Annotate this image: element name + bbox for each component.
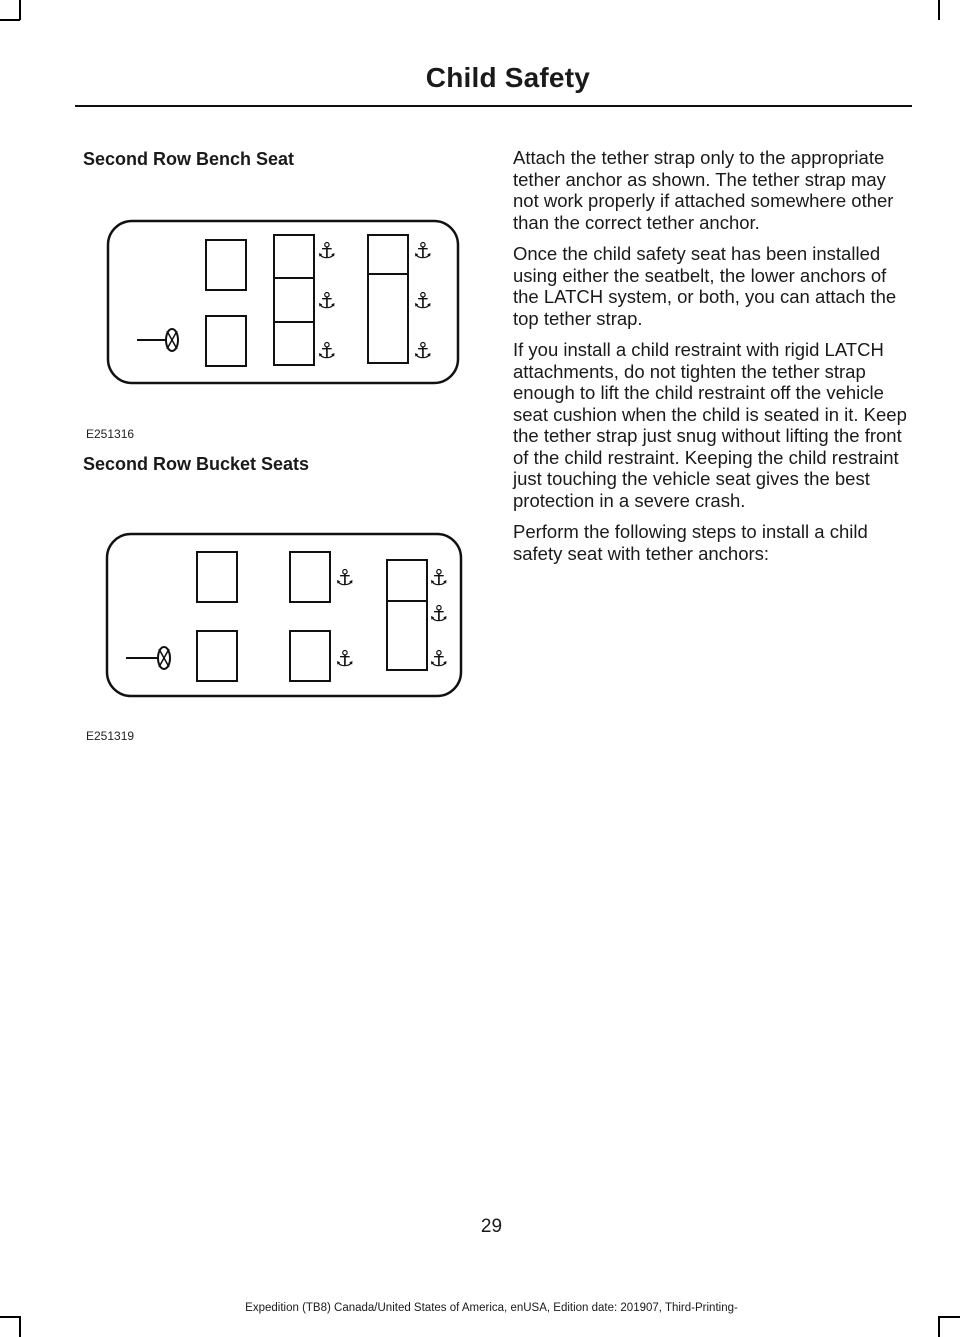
front-seat-passenger	[206, 240, 246, 290]
front-seat-driver	[197, 631, 237, 681]
anchor-icon: ⚓	[429, 602, 449, 627]
crop-mark	[0, 19, 20, 21]
front-seat-driver	[206, 316, 246, 366]
body-paragraph: Once the child safety seat has been installed using either the seatbelt, the lower anchors of the LATCH system, or both, you can attach the top tether strap.	[513, 243, 897, 329]
crop-mark	[0, 1316, 20, 1318]
page-number: 29	[480, 1216, 503, 1237]
bench-seat-heading: Second Row Bench Seat	[83, 149, 295, 169]
front-seat-passenger	[197, 552, 237, 602]
anchor-icon: ⚓	[335, 566, 355, 591]
anchor-icon: ⚓	[413, 289, 433, 314]
second-row-bench	[274, 235, 314, 365]
figure-code: E251316	[86, 427, 135, 441]
anchor-icon: ⚓	[317, 339, 337, 364]
steering-wheel-icon	[137, 329, 178, 351]
header-divider	[75, 105, 912, 107]
third-row-seat	[387, 560, 427, 670]
body-paragraph: Perform the following steps to install a child safety seat with tether anchors:	[513, 521, 868, 564]
body-paragraph: Attach the tether strap only to the appropriate tether anchor as shown. The tether strap may not work properly if attached somewhere other than the correct tether anchor.	[513, 147, 894, 233]
figure-code: E251319	[86, 729, 135, 743]
bucket-seats-diagram	[104, 531, 464, 701]
anchor-icon: ⚓	[429, 647, 449, 672]
crop-mark	[940, 1316, 960, 1318]
page-title: Child Safety	[425, 62, 590, 93]
anchor-icon: ⚓	[413, 339, 433, 364]
body-paragraph: If you install a child restraint with rigid LATCH attachments, do not tighten the tether strap enough to lift the child restraint off the vehicle seat cushion when the child is seated in it. Keep the tether strap just snug without lifting the front of the child restraint. Keeping the child restraint just touching the vehicle seat gives the best protection in a severe crash.	[513, 339, 907, 511]
third-row-seat	[368, 235, 408, 363]
crop-mark	[938, 0, 940, 20]
steering-wheel-icon	[126, 647, 170, 669]
second-row-bucket-left	[290, 631, 330, 681]
bench-seat-diagram	[105, 218, 461, 386]
bucket-seats-heading: Second Row Bucket Seats	[83, 454, 310, 474]
crop-mark	[938, 1316, 940, 1337]
crop-mark	[19, 0, 21, 20]
anchor-icon: ⚓	[335, 647, 355, 672]
anchor-icon: ⚓	[317, 239, 337, 264]
anchor-icon: ⚓	[317, 289, 337, 314]
anchor-icon: ⚓	[413, 239, 433, 264]
footer-text: Expedition (TB8) Canada/United States of America, enUSA, Edition date: 201907, Third-Printing-	[245, 1302, 738, 1314]
second-row-bucket-right	[290, 552, 330, 602]
anchor-icon: ⚓	[429, 566, 449, 591]
body-text	[513, 147, 913, 574]
crop-mark	[19, 1316, 21, 1337]
